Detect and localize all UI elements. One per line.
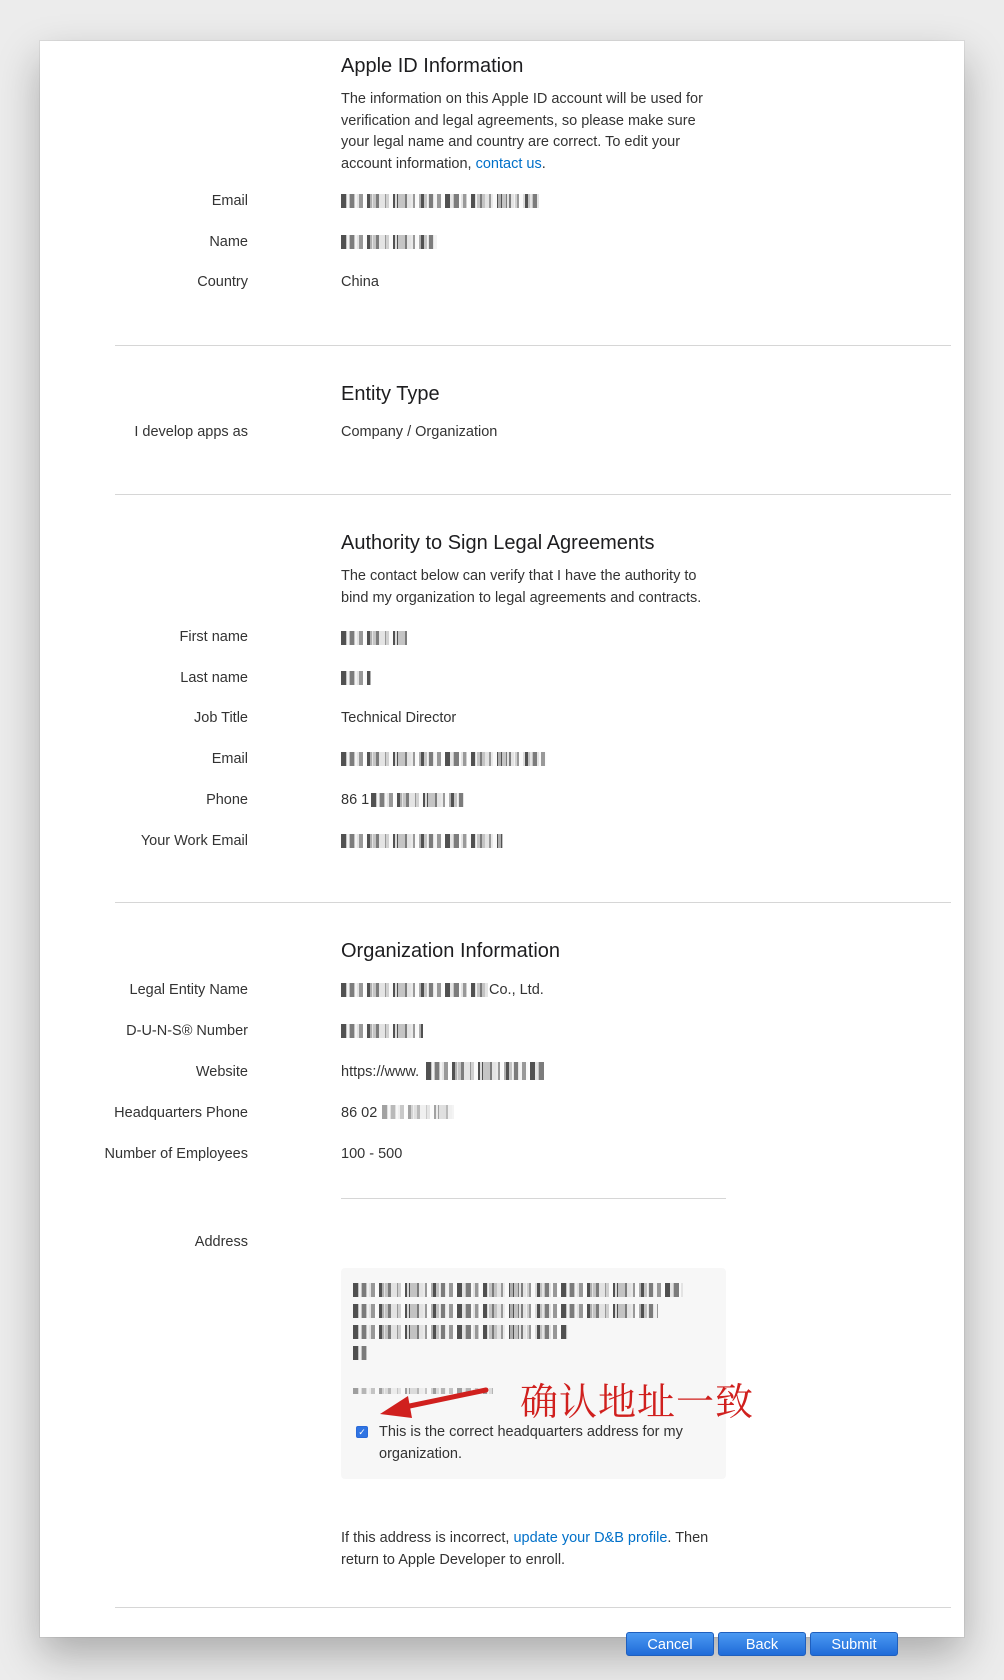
address-label: Address [194, 1234, 248, 1250]
confirm-address-checkbox[interactable]: ✓ [356, 1426, 368, 1438]
hq-phone-redacted [382, 1105, 454, 1119]
develop-label: I develop apps as [134, 424, 248, 440]
duns-label: D-U-N-S® Number [126, 1023, 248, 1039]
phone-redacted [371, 793, 464, 807]
hq-phone-label: Headquarters Phone [114, 1105, 248, 1121]
website-label: Website [195, 1064, 248, 1080]
name-label: Name [209, 234, 248, 250]
last-name-redacted [341, 671, 371, 685]
apple-id-description [341, 89, 721, 175]
website-redacted [426, 1062, 544, 1080]
work-email-redacted [341, 834, 503, 848]
country-label: Country [197, 274, 248, 290]
first-name-redacted [341, 631, 407, 645]
website-prefix: https://www. [341, 1064, 420, 1080]
section-divider [115, 494, 951, 495]
address-line-redacted [353, 1283, 683, 1297]
contact-us-link[interactable]: contact us [475, 155, 542, 172]
organization-section-title: Organization Information [341, 940, 561, 962]
duns-redacted [341, 1024, 423, 1038]
last-name-label: Last name [180, 670, 248, 686]
contact-email-label: Email [211, 751, 248, 767]
address-divider [341, 1198, 726, 1199]
annotation-text: 确认地址一致 [520, 1380, 755, 1424]
country-value: China [341, 274, 379, 290]
phone-label: Phone [206, 792, 248, 808]
name-redacted [341, 235, 437, 249]
incorrect-note-text: If this address is incorrect, [341, 1530, 510, 1546]
email-label: Email [211, 193, 248, 209]
apple-id-description-text: The information on this Apple ID account will be used for verification and legal agreements, so please make sure your legal name and country are correct. To edit your account information, [341, 91, 703, 172]
job-title-label: Job Title [194, 710, 248, 726]
hq-phone-prefix: 86 02 [341, 1105, 378, 1121]
apple-id-section-title: Apple ID Information [341, 55, 524, 77]
cancel-button[interactable]: Cancel [626, 1632, 714, 1656]
address-line-redacted [353, 1304, 658, 1318]
entity-section-title: Entity Type [341, 383, 440, 405]
develop-value: Company / Organization [341, 424, 498, 440]
legal-entity-redacted [341, 983, 488, 997]
legal-entity-suffix: Co., Ltd. [489, 982, 544, 998]
authority-description: The contact below can verify that I have the authority to bind my organization to legal agreements and contracts. [341, 568, 702, 606]
phone-prefix: 86 1 [341, 792, 370, 808]
update-dnb-link[interactable]: update your D&B profile [513, 1530, 668, 1546]
section-divider [115, 345, 951, 346]
legal-entity-label: Legal Entity Name [129, 982, 248, 998]
authority-section-title: Authority to Sign Legal Agreements [341, 532, 655, 554]
address-line-redacted [353, 1325, 568, 1339]
description-period: . [541, 155, 546, 172]
enrollment-window [40, 41, 964, 1653]
footer-divider [115, 1607, 951, 1608]
address-line-redacted [353, 1346, 367, 1360]
submit-button[interactable]: Submit [810, 1632, 898, 1656]
employees-label: Number of Employees [104, 1146, 248, 1162]
employees-value: 100 - 500 [341, 1146, 403, 1162]
job-title-value: Technical Director [341, 710, 457, 726]
back-button[interactable]: Back [718, 1632, 806, 1656]
section-divider [115, 902, 951, 903]
incorrect-note-after: . Then return to Apple Developer to enroll. [341, 1530, 709, 1568]
first-name-label: First name [179, 629, 248, 645]
email-redacted [341, 194, 539, 208]
annotation-arrow-icon [378, 1386, 490, 1422]
confirm-address-label[interactable]: This is the correct headquarters address for my organization. [379, 1424, 683, 1462]
contact-email-redacted [341, 752, 547, 766]
work-email-label: Your Work Email [140, 833, 248, 849]
address-incorrect-note [341, 1528, 731, 1571]
